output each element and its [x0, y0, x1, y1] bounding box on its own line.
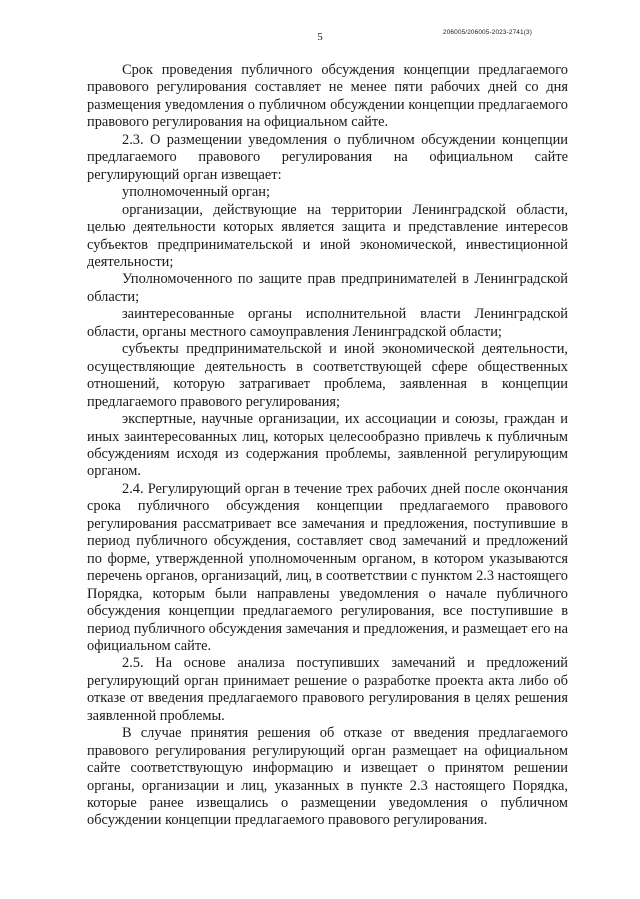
paragraph-2-3: 2.3. О размещении уведомления о публичном обсуждении концепции предлагаемого правового регулирования на официальном сайте регулирующий орган извещает:	[87, 131, 568, 183]
document-id: 206005/206005-2023-2741(3)	[443, 29, 532, 36]
list-item-organizations: организации, действующие на территории Ленинградской области, целью деятельности которых является защита и представление интересов субъектов предпринимательской и иной экономической, инвестиционной деятельности;	[87, 201, 568, 270]
list-item-authorities: заинтересованные органы исполнительной власти Ленинградской области, органы местного самоуправления Ленинградской области;	[87, 306, 568, 340]
document-body	[87, 62, 568, 830]
paragraph-term-of-discussion: Срок проведения публичного обсуждения концепции предлагаемого правового регулирования составляет не менее пяти рабочих дней со дня размещения уведомления о публичном обсуждении концепции предлагаемого правового регулирования на официальном сайте.	[87, 62, 568, 131]
paragraph-refusal-case: В случае принятия решения об отказе от введения предлагаемого правового регулирования регулирующий орган размещает на официальном сайте соответствующую информацию и извещает о принятом решении органы, организации и лиц, указанных в пункте 2.3 настоящего Порядка, которые ранее извещались о размещении уведомления о публичном обсуждении концепции предлагаемого правового регулирования.	[87, 725, 568, 829]
list-item-business-entities: субъекты предпринимательской и иной экономической деятельности, осуществляющие деятельность в соответствующей сфере общественных отношений, которую затрагивает проблема, заявленная в концепции предлагаемого правового регулирования;	[87, 341, 568, 410]
page-number: 5	[317, 31, 323, 43]
list-item-ombudsman: Уполномоченного по защите прав предпринимателей в Ленинградской области;	[87, 271, 568, 305]
paragraph-2-4: 2.4. Регулирующий орган в течение трех рабочих дней после окончания срока публичного обсуждения концепции предлагаемого правового регулирования рассматривает все замечания и предложения, поступившие в период публичного обсуждения, составляет свод замечаний и предложений по форме, утвержденной уполномоченным органом, в котором указываются перечень органов, организаций, лиц, в соответствии с пунктом 2.3 настоящего Порядка, которым были направлены уведомления о начале публичного обсуждения концепции предлагаемого регулирования, все поступившие в период публичного обсуждения замечания и предложения, и размещает его на официальном сайте.	[87, 480, 568, 654]
list-item-expert-organizations: экспертные, научные организации, их ассоциации и союзы, граждан и иных заинтересованных лиц, которых целесообразно привлечь к публичным обсуждениям исходя из содержания проблемы, заявленной регулирующим органом.	[87, 411, 568, 480]
list-item-authorized-body: уполномоченный орган;	[122, 184, 271, 201]
paragraph-2-5: 2.5. На основе анализа поступивших замечаний и предложений регулирующий орган принимает решение о разработке проекта акта либо об отказе от введения предлагаемого правового регулирования в целях решения заявленной проблемы.	[87, 655, 568, 724]
